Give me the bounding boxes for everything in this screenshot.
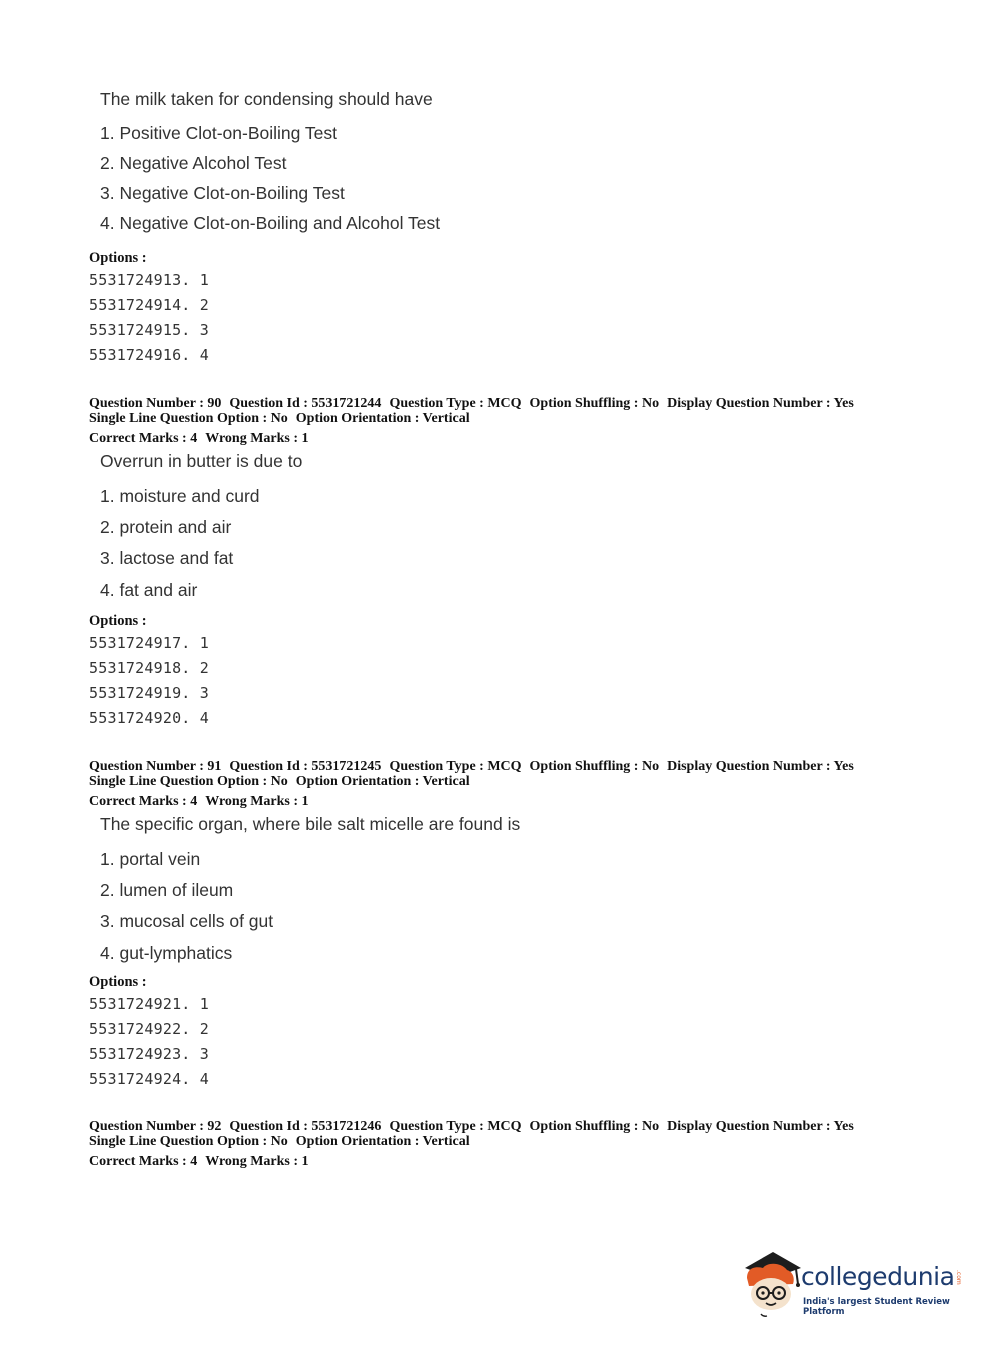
collegedunia-logo xyxy=(741,1248,971,1318)
question-meta-line2 xyxy=(89,1134,478,1149)
question-id: Question Id : 5531721245 xyxy=(229,759,382,774)
question-text: The milk taken for condensing should have xyxy=(100,89,433,109)
option-id-4: 5531724924. 4 xyxy=(89,1070,209,1088)
choice-1: 1. Positive Clot-on-Boiling Test xyxy=(100,123,338,143)
option-id-1: 5531724917. 1 xyxy=(89,634,209,652)
choice-2: 2. protein and air xyxy=(100,517,232,537)
question-text: Overrun in butter is due to xyxy=(100,451,303,471)
logo-wordmark: collegedunia xyxy=(801,1262,955,1291)
choice-2: 2. Negative Alcohol Test xyxy=(100,153,287,173)
wrong-marks: Wrong Marks : 1 xyxy=(205,1154,309,1169)
option-id-3: 5531724923. 3 xyxy=(89,1045,209,1063)
question-id: Question Id : 5531721246 xyxy=(229,1119,382,1134)
question-meta-line1 xyxy=(89,1119,862,1134)
option-id-2: 5531724914. 2 xyxy=(89,296,209,314)
choice-1: 1. portal vein xyxy=(100,849,201,869)
correct-marks: Correct Marks : 4 xyxy=(89,794,198,809)
display-question-number: Display Question Number : Yes xyxy=(667,1119,854,1134)
single-line-option: Single Line Question Option : No xyxy=(89,1134,288,1149)
option-id-4: 5531724920. 4 xyxy=(89,709,209,727)
question-marks xyxy=(89,794,317,809)
question-marks xyxy=(89,1154,317,1169)
student-mascot-icon xyxy=(741,1248,803,1318)
display-question-number: Display Question Number : Yes xyxy=(667,396,854,411)
correct-marks: Correct Marks : 4 xyxy=(89,1154,198,1169)
question-meta-line1 xyxy=(89,759,862,774)
question-marks xyxy=(89,431,317,446)
single-line-option: Single Line Question Option : No xyxy=(89,411,288,426)
choice-1: 1. moisture and curd xyxy=(100,486,260,506)
question-number: Question Number : 90 xyxy=(89,396,222,411)
option-shuffling: Option Shuffling : No xyxy=(529,1119,660,1134)
option-id-3: 5531724919. 3 xyxy=(89,684,209,702)
logo-suffix: .com xyxy=(955,1270,962,1285)
choice-3: 3. Negative Clot-on-Boiling Test xyxy=(100,183,345,203)
question-text: The specific organ, where bile salt micelle are found is xyxy=(100,814,521,834)
wrong-marks: Wrong Marks : 1 xyxy=(205,431,309,446)
option-id-2: 5531724922. 2 xyxy=(89,1020,209,1038)
choice-4: 4. Negative Clot-on-Boiling and Alcohol Test xyxy=(100,213,441,233)
option-shuffling: Option Shuffling : No xyxy=(529,759,660,774)
options-label: Options : xyxy=(89,250,147,266)
option-id-2: 5531724918. 2 xyxy=(89,659,209,677)
question-id: Question Id : 5531721244 xyxy=(229,396,382,411)
option-orientation: Option Orientation : Vertical xyxy=(295,411,470,426)
question-type: Question Type : MCQ xyxy=(389,759,522,774)
option-orientation: Option Orientation : Vertical xyxy=(295,1134,470,1149)
options-label: Options : xyxy=(89,613,147,629)
question-type: Question Type : MCQ xyxy=(389,1119,522,1134)
display-question-number: Display Question Number : Yes xyxy=(667,759,854,774)
choice-4: 4. gut-lymphatics xyxy=(100,943,233,963)
option-orientation: Option Orientation : Vertical xyxy=(295,774,470,789)
question-meta-line2 xyxy=(89,411,478,426)
question-meta-line2 xyxy=(89,774,478,789)
question-number: Question Number : 91 xyxy=(89,759,222,774)
single-line-option: Single Line Question Option : No xyxy=(89,774,288,789)
option-id-1: 5531724913. 1 xyxy=(89,271,209,289)
option-id-1: 5531724921. 1 xyxy=(89,995,209,1013)
question-meta-line1 xyxy=(89,396,862,411)
options-label: Options : xyxy=(89,974,147,990)
choice-4: 4. fat and air xyxy=(100,580,198,600)
correct-marks: Correct Marks : 4 xyxy=(89,431,198,446)
choice-2: 2. lumen of ileum xyxy=(100,880,234,900)
option-id-4: 5531724916. 4 xyxy=(89,346,209,364)
option-shuffling: Option Shuffling : No xyxy=(529,396,660,411)
option-id-3: 5531724915. 3 xyxy=(89,321,209,339)
question-type: Question Type : MCQ xyxy=(389,396,522,411)
choice-3: 3. lactose and fat xyxy=(100,548,234,568)
wrong-marks: Wrong Marks : 1 xyxy=(205,794,309,809)
logo-tagline: India's largest Student Review Platform xyxy=(803,1297,950,1317)
choice-3: 3. mucosal cells of gut xyxy=(100,911,274,931)
question-number: Question Number : 92 xyxy=(89,1119,222,1134)
